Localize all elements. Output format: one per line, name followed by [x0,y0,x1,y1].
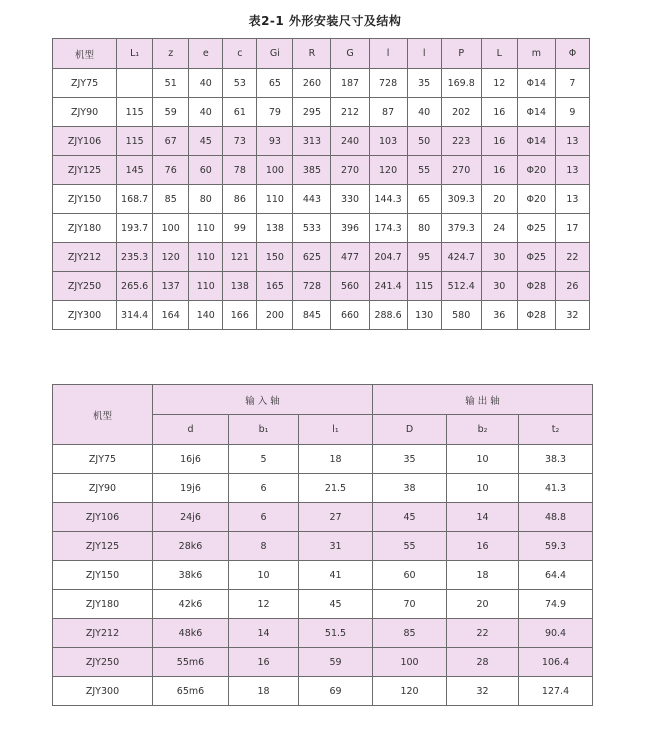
table-cell: 59.3 [519,532,593,561]
table-row [53,648,593,677]
table-cell: 22 [555,243,589,272]
table-cell: 55 [407,156,441,185]
table-row [53,185,590,214]
table-cell: 580 [441,301,481,330]
table-cell: 138 [223,272,257,301]
column-header: c [223,39,257,69]
table-cell: 90.4 [519,619,593,648]
table-cell: 193.7 [117,214,153,243]
table-cell: 270 [441,156,481,185]
model-cell: ZJY250 [53,272,117,301]
table-cell: 13 [555,185,589,214]
table-cell: 12 [481,69,517,98]
table-cell: 26 [555,272,589,301]
model-cell: ZJY75 [53,69,117,98]
table-cell: Φ14 [517,127,555,156]
model-header: 机型 [53,385,153,445]
table-cell: 53 [223,69,257,98]
table-cell: 86 [223,185,257,214]
table-cell: 69 [299,677,373,706]
table-cell: 560 [331,272,369,301]
table-cell: 164 [153,301,189,330]
table-cell: 35 [373,445,447,474]
table-cell: 61 [223,98,257,127]
table-cell: 145 [117,156,153,185]
table-cell: 79 [257,98,293,127]
table-cell: 35 [407,69,441,98]
column-header: L₁ [117,39,153,69]
table-row [53,619,593,648]
table-cell: Φ25 [517,214,555,243]
table-cell: 115 [117,98,153,127]
table-cell: 212 [331,98,369,127]
column-header: e [189,39,223,69]
model-cell: ZJY125 [53,156,117,185]
table-cell: 67 [153,127,189,156]
table-cell: 314.4 [117,301,153,330]
table-row [53,503,593,532]
table-cell: 85 [153,185,189,214]
table-cell: 99 [223,214,257,243]
column-header: 机型 [53,39,117,69]
table-cell: 40 [189,69,223,98]
table-cell: 385 [293,156,331,185]
table-cell: 110 [257,185,293,214]
table-cell: 16 [229,648,299,677]
shaft-table [52,384,593,706]
table-cell: 443 [293,185,331,214]
table-cell: 65m6 [153,677,229,706]
table-cell: 166 [223,301,257,330]
table-cell: 115 [117,127,153,156]
table-cell: 20 [481,185,517,214]
table-cell: 14 [447,503,519,532]
table-row [53,272,590,301]
model-cell: ZJY212 [53,243,117,272]
table-cell: 424.7 [441,243,481,272]
column-header: l₁ [299,415,373,445]
table-cell: 10 [447,445,519,474]
table-cell: 100 [153,214,189,243]
table-cell: 120 [369,156,407,185]
table-cell: 115 [407,272,441,301]
column-header: b₁ [229,415,299,445]
table-cell: 27 [299,503,373,532]
table-cell: 22 [447,619,519,648]
table-row [53,69,590,98]
table-cell: 202 [441,98,481,127]
model-cell: ZJY150 [53,185,117,214]
column-header: Gi [257,39,293,69]
table-cell: 100 [373,648,447,677]
table-cell: 17 [555,214,589,243]
column-header: t₂ [519,415,593,445]
table-cell: 48k6 [153,619,229,648]
table-cell: 19j6 [153,474,229,503]
dimensions-table [52,38,590,330]
table-cell: 16 [481,156,517,185]
table-cell: 241.4 [369,272,407,301]
table-cell: 240 [331,127,369,156]
table-cell: 121 [223,243,257,272]
table-cell: Φ20 [517,185,555,214]
table-cell: 728 [293,272,331,301]
table-cell: 6 [229,503,299,532]
column-header: b₂ [447,415,519,445]
table-cell: 28k6 [153,532,229,561]
table-cell: 16 [481,127,517,156]
table-cell: 260 [293,69,331,98]
page-title: 表2-1 外形安装尺寸及结构 [248,14,402,28]
table-cell: 625 [293,243,331,272]
table-cell: 24j6 [153,503,229,532]
table-cell: 21.5 [299,474,373,503]
table-cell: 235.3 [117,243,153,272]
table-cell: 40 [189,98,223,127]
table-cell: 18 [299,445,373,474]
table-cell: 45 [189,127,223,156]
table-cell: 379.3 [441,214,481,243]
table-cell: 41 [299,561,373,590]
table-cell: 59 [153,98,189,127]
table-cell: 51 [153,69,189,98]
table-row [53,98,590,127]
table-cell: 55 [373,532,447,561]
table-row [53,243,590,272]
table-cell: 165 [257,272,293,301]
table-cell: 45 [299,590,373,619]
model-cell: ZJY180 [53,590,153,619]
table-cell: 103 [369,127,407,156]
table-cell: 14 [229,619,299,648]
table-cell: 120 [153,243,189,272]
column-header: L [481,39,517,69]
table-cell: 120 [373,677,447,706]
output-shaft-header: 输 出 轴 [373,385,593,415]
column-header: R [293,39,331,69]
table-cell: 10 [229,561,299,590]
model-cell: ZJY212 [53,619,153,648]
table-row [53,677,593,706]
column-header: P [441,39,481,69]
table-cell: 150 [257,243,293,272]
table-cell: 309.3 [441,185,481,214]
table-cell: 28 [447,648,519,677]
model-cell: ZJY90 [53,98,117,127]
table-cell: 12 [229,590,299,619]
column-header: l [369,39,407,69]
table-cell: 330 [331,185,369,214]
model-cell: ZJY125 [53,532,153,561]
table-row [53,532,593,561]
table-cell: 288.6 [369,301,407,330]
table-row [53,445,593,474]
table-cell: 64.4 [519,561,593,590]
table-cell: 50 [407,127,441,156]
table-row [53,127,590,156]
table-cell: 38k6 [153,561,229,590]
model-cell: ZJY250 [53,648,153,677]
table-cell: 110 [189,243,223,272]
table-cell: 38.3 [519,445,593,474]
model-cell: ZJY106 [53,503,153,532]
dimensions-header-row [53,39,590,69]
table-cell: 40 [407,98,441,127]
table-cell: Φ14 [517,98,555,127]
table-cell: 660 [331,301,369,330]
input-shaft-header: 输 入 轴 [153,385,373,415]
table-row [53,301,590,330]
column-header: z [153,39,189,69]
model-cell: ZJY106 [53,127,117,156]
table-row [53,561,593,590]
table-cell: 137 [153,272,189,301]
table-cell: 36 [481,301,517,330]
table-cell: 270 [331,156,369,185]
table-cell: 95 [407,243,441,272]
table-cell [117,69,153,98]
table-cell: 477 [331,243,369,272]
column-header: m [517,39,555,69]
table-cell: 140 [189,301,223,330]
table-cell: Φ28 [517,272,555,301]
table-cell: 845 [293,301,331,330]
model-cell: ZJY300 [53,677,153,706]
table-cell: 295 [293,98,331,127]
table-cell: 18 [229,677,299,706]
table-cell: 110 [189,272,223,301]
table-cell: 32 [447,677,519,706]
table-cell: Φ20 [517,156,555,185]
table-cell: 313 [293,127,331,156]
table-cell: Φ28 [517,301,555,330]
table-cell: 70 [373,590,447,619]
table-cell: 144.3 [369,185,407,214]
table-cell: 38 [373,474,447,503]
table-cell: 55m6 [153,648,229,677]
table-cell: 31 [299,532,373,561]
table-cell: 396 [331,214,369,243]
table-cell: 110 [189,214,223,243]
table-cell: 59 [299,648,373,677]
table-cell: 187 [331,69,369,98]
table-cell: 168.7 [117,185,153,214]
table-cell: 130 [407,301,441,330]
table-cell: 60 [373,561,447,590]
column-header: Φ [555,39,589,69]
table-cell: 73 [223,127,257,156]
column-header: D [373,415,447,445]
model-cell: ZJY150 [53,561,153,590]
table-cell: 138 [257,214,293,243]
table-cell: 16 [447,532,519,561]
table-cell: 8 [229,532,299,561]
table-cell: 51.5 [299,619,373,648]
table-cell: 9 [555,98,589,127]
table-cell: 65 [257,69,293,98]
table-cell: 93 [257,127,293,156]
table-cell: 265.6 [117,272,153,301]
table-cell: 7 [555,69,589,98]
table-cell: 18 [447,561,519,590]
column-header: d [153,415,229,445]
table-cell: 204.7 [369,243,407,272]
table-cell: 32 [555,301,589,330]
table-cell: 16 [481,98,517,127]
table-row [53,156,590,185]
table-cell: 65 [407,185,441,214]
table-cell: 223 [441,127,481,156]
table-cell: 76 [153,156,189,185]
table-cell: 13 [555,156,589,185]
table-cell: 10 [447,474,519,503]
column-header: G [331,39,369,69]
table-cell: 6 [229,474,299,503]
table-cell: 728 [369,69,407,98]
table-cell: 87 [369,98,407,127]
model-cell: ZJY300 [53,301,117,330]
table-cell: 16j6 [153,445,229,474]
table-cell: 30 [481,272,517,301]
table-cell: 13 [555,127,589,156]
table-cell: 80 [407,214,441,243]
table-cell: 533 [293,214,331,243]
model-cell: ZJY75 [53,445,153,474]
table-cell: 174.3 [369,214,407,243]
table-row [53,214,590,243]
table-cell: 41.3 [519,474,593,503]
table-cell: 24 [481,214,517,243]
table-cell: 127.4 [519,677,593,706]
table-cell: 60 [189,156,223,185]
table-cell: 5 [229,445,299,474]
model-cell: ZJY180 [53,214,117,243]
table-cell: 48.8 [519,503,593,532]
column-header: l [407,39,441,69]
table-cell: 74.9 [519,590,593,619]
table-cell: Φ25 [517,243,555,272]
table-cell: 78 [223,156,257,185]
table-cell: 200 [257,301,293,330]
table-cell: 30 [481,243,517,272]
model-cell: ZJY90 [53,474,153,503]
table-cell: 169.8 [441,69,481,98]
table-cell: 512.4 [441,272,481,301]
table-cell: 100 [257,156,293,185]
table-row [53,590,593,619]
table-cell: 106.4 [519,648,593,677]
table-cell: 80 [189,185,223,214]
table-cell: 85 [373,619,447,648]
table-cell: 42k6 [153,590,229,619]
table-cell: 45 [373,503,447,532]
table-row [53,474,593,503]
table-cell: Φ14 [517,69,555,98]
shaft-group-header-row [53,385,593,415]
table-cell: 20 [447,590,519,619]
